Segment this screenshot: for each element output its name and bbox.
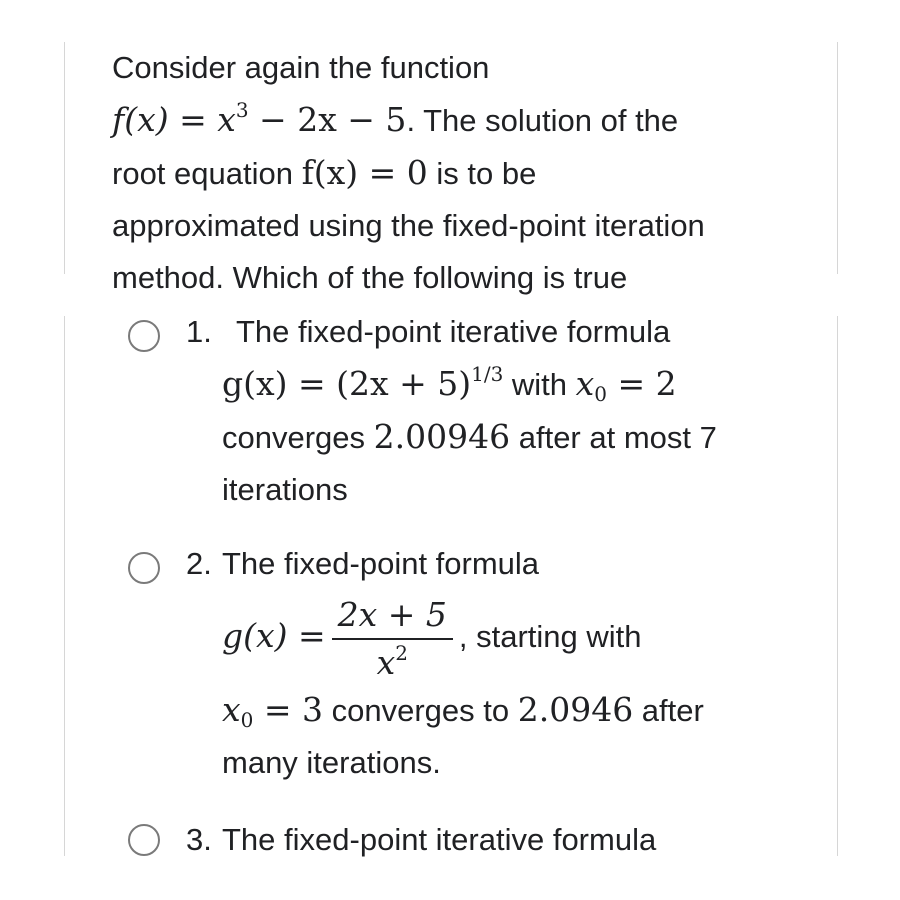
option-1-details bbox=[222, 358, 802, 516]
option-1-formula-line bbox=[222, 358, 802, 411]
question-line-5: method. Which of the following is true bbox=[112, 260, 628, 295]
option-1-text bbox=[236, 306, 816, 358]
option-2-denominator-exponent: 2 bbox=[395, 640, 408, 665]
function-definition: f(x) = x bbox=[112, 100, 236, 139]
option-3-title-wrap bbox=[222, 814, 802, 866]
option-1-iterations: iterations bbox=[222, 472, 348, 507]
option-2-x0-var: x bbox=[222, 690, 241, 729]
question-card bbox=[64, 42, 838, 295]
option-2-denominator-base: x bbox=[376, 642, 396, 682]
function-after-text: . The solution of the bbox=[406, 103, 679, 138]
option-2-number: 2. bbox=[186, 546, 212, 581]
option-2-x0-value: = 3 bbox=[253, 690, 323, 729]
option-1-x0-var: x bbox=[575, 364, 595, 403]
option-2-fraction bbox=[332, 596, 453, 682]
option-1-formula: g(x) = (2x + 5) bbox=[222, 364, 472, 403]
question-function-line bbox=[112, 94, 802, 147]
option-3-radio[interactable] bbox=[128, 824, 160, 856]
option-2-denominator bbox=[332, 640, 453, 682]
option-1-x0-value: = 2 bbox=[607, 364, 677, 403]
option-2-formula-line bbox=[222, 588, 802, 684]
option-2-title-wrap bbox=[222, 538, 802, 590]
option-1-value: 2.00946 bbox=[373, 417, 511, 456]
option-2-radio[interactable] bbox=[128, 552, 160, 584]
option-2-g-lhs: g(x) = bbox=[222, 616, 326, 655]
option-2-value: 2.0946 bbox=[517, 690, 634, 729]
option-1-converges-line bbox=[222, 411, 802, 464]
question-root-line bbox=[112, 147, 802, 200]
option-1-formula-exponent: 1/3 bbox=[471, 362, 504, 386]
question-line-4: approximated using the fixed-point iteration bbox=[112, 208, 705, 243]
option-2-x0-sub: 0 bbox=[240, 708, 254, 732]
question-text bbox=[112, 42, 802, 304]
root-after-text: is to be bbox=[427, 156, 537, 191]
option-2-details bbox=[222, 588, 802, 789]
options-card bbox=[64, 316, 838, 856]
option-1-after-text: after at most 7 bbox=[510, 420, 717, 455]
option-3-number: 3. bbox=[186, 822, 212, 857]
function-exponent: 3 bbox=[235, 98, 249, 122]
option-2-converges-line bbox=[222, 684, 802, 737]
option-2-after-text: after bbox=[633, 693, 704, 728]
function-rest: − 2x − 5 bbox=[248, 100, 407, 139]
option-2-numerator: 2x + 5 bbox=[332, 596, 453, 640]
root-equation: f(x) = 0 bbox=[301, 153, 428, 192]
question-intro: Consider again the function bbox=[112, 50, 490, 85]
option-2-starting-text: , starting with bbox=[458, 619, 642, 654]
option-1-number: 1. bbox=[186, 314, 212, 349]
option-1-x0-sub: 0 bbox=[594, 382, 608, 406]
option-2-converges-text: converges to bbox=[323, 693, 518, 728]
root-text: root equation bbox=[112, 156, 302, 191]
option-1-radio[interactable] bbox=[128, 320, 160, 352]
option-3-title: The fixed-point iterative formula bbox=[222, 822, 657, 857]
option-1-converges-text: converges bbox=[222, 420, 374, 455]
option-2-title: The fixed-point formula bbox=[222, 546, 540, 581]
option-1-title: The fixed-point iterative formula bbox=[236, 314, 671, 349]
option-1-with-text: with bbox=[503, 367, 576, 402]
option-2-tail: many iterations. bbox=[222, 745, 441, 780]
